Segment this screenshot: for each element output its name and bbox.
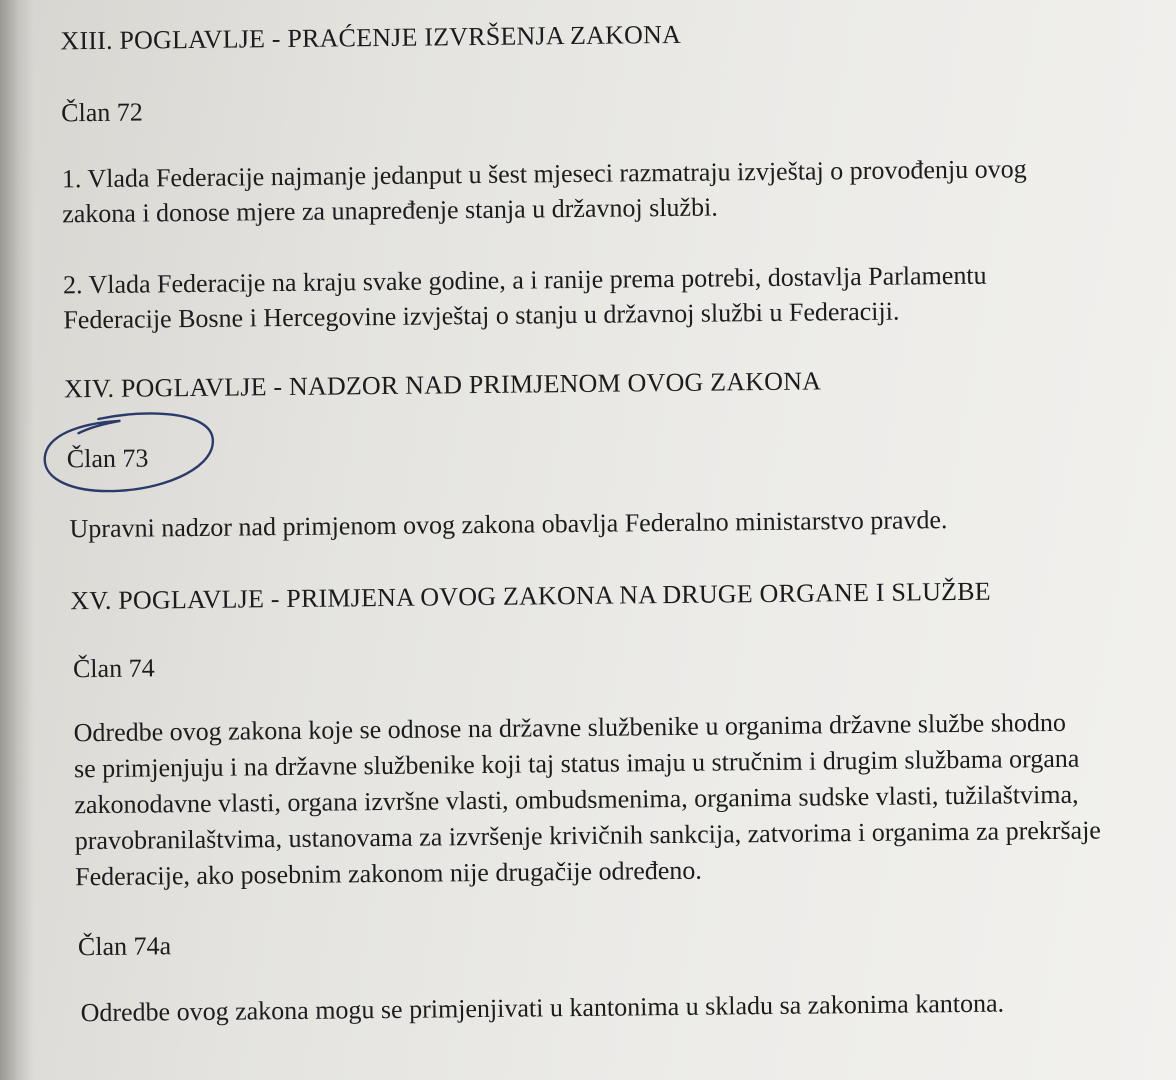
article-74-line-3: zakonodavne vlasti, organa izvršne vlasti, ombudsmenima, organima sudske vlasti, tužilaštvima, bbox=[74, 779, 1079, 820]
article-74-line-2: se primjenjuju i na državne službenike koji taj status imaju u stručnim i drugim službama organa bbox=[73, 743, 1080, 784]
article-72-paragraph-1-line-1: 1. Vlada Federacije najmanje jedanput u šest mjeseci razmatraju izvještaj o provođenju ovog bbox=[61, 154, 1027, 194]
article-74-line-1: Odredbe ovog zakona koje se odnose na državne službenike u organima državne službe shodno bbox=[73, 707, 1067, 748]
article-74a-text: Odredbe ovog zakona mogu se primjenjivati u kantonima u skladu sa zakonima kantona. bbox=[80, 988, 1005, 1028]
chapter-xiv-heading: XIV. POGLAVLJE - NADZOR NAD PRIMJENOM OVOG ZAKONA bbox=[63, 366, 822, 404]
chapter-xiii-heading: XIII. POGLAVLJE - PRAĆENJE IZVRŠENJA ZAKONA bbox=[60, 19, 682, 56]
article-74a-title: Član 74a bbox=[77, 931, 172, 962]
article-72-title: Član 72 bbox=[61, 97, 143, 128]
article-73-text: Upravni nadzor nad primjenom ovog zakona obavlja Federalno ministarstvo pravde. bbox=[69, 505, 948, 544]
article-73-title: Član 73 bbox=[66, 443, 149, 474]
article-72-paragraph-2-line-1: 2. Vlada Federacije na kraju svake godine, a i ranije prema potrebi, dostavlja Parlamentu bbox=[62, 260, 987, 300]
pen-circle-annotation bbox=[38, 408, 217, 496]
article-74-line-5: Federacije, ako posebnim zakonom nije drugačije određeno. bbox=[75, 855, 702, 892]
article-72-paragraph-2-line-2: Federacije Bosne i Hercegovine izvještaj o stanju u državnoj službi u Federaciji. bbox=[63, 296, 900, 335]
article-74-line-4: pravobranilaštvima, ustanovama za izvršenje krivičnih sankcija, zatvorima i organima za prekršaje bbox=[74, 815, 1102, 856]
chapter-xv-heading: XV. POGLAVLJE - PRIMJENA OVOG ZAKONA NA DRUGE ORGANE I SLUŽBE bbox=[70, 576, 991, 616]
article-74-title: Član 74 bbox=[72, 653, 155, 684]
article-72-paragraph-1-line-2: zakona i donose mjere za unapređenje stanja u državnoj službi. bbox=[62, 192, 718, 229]
